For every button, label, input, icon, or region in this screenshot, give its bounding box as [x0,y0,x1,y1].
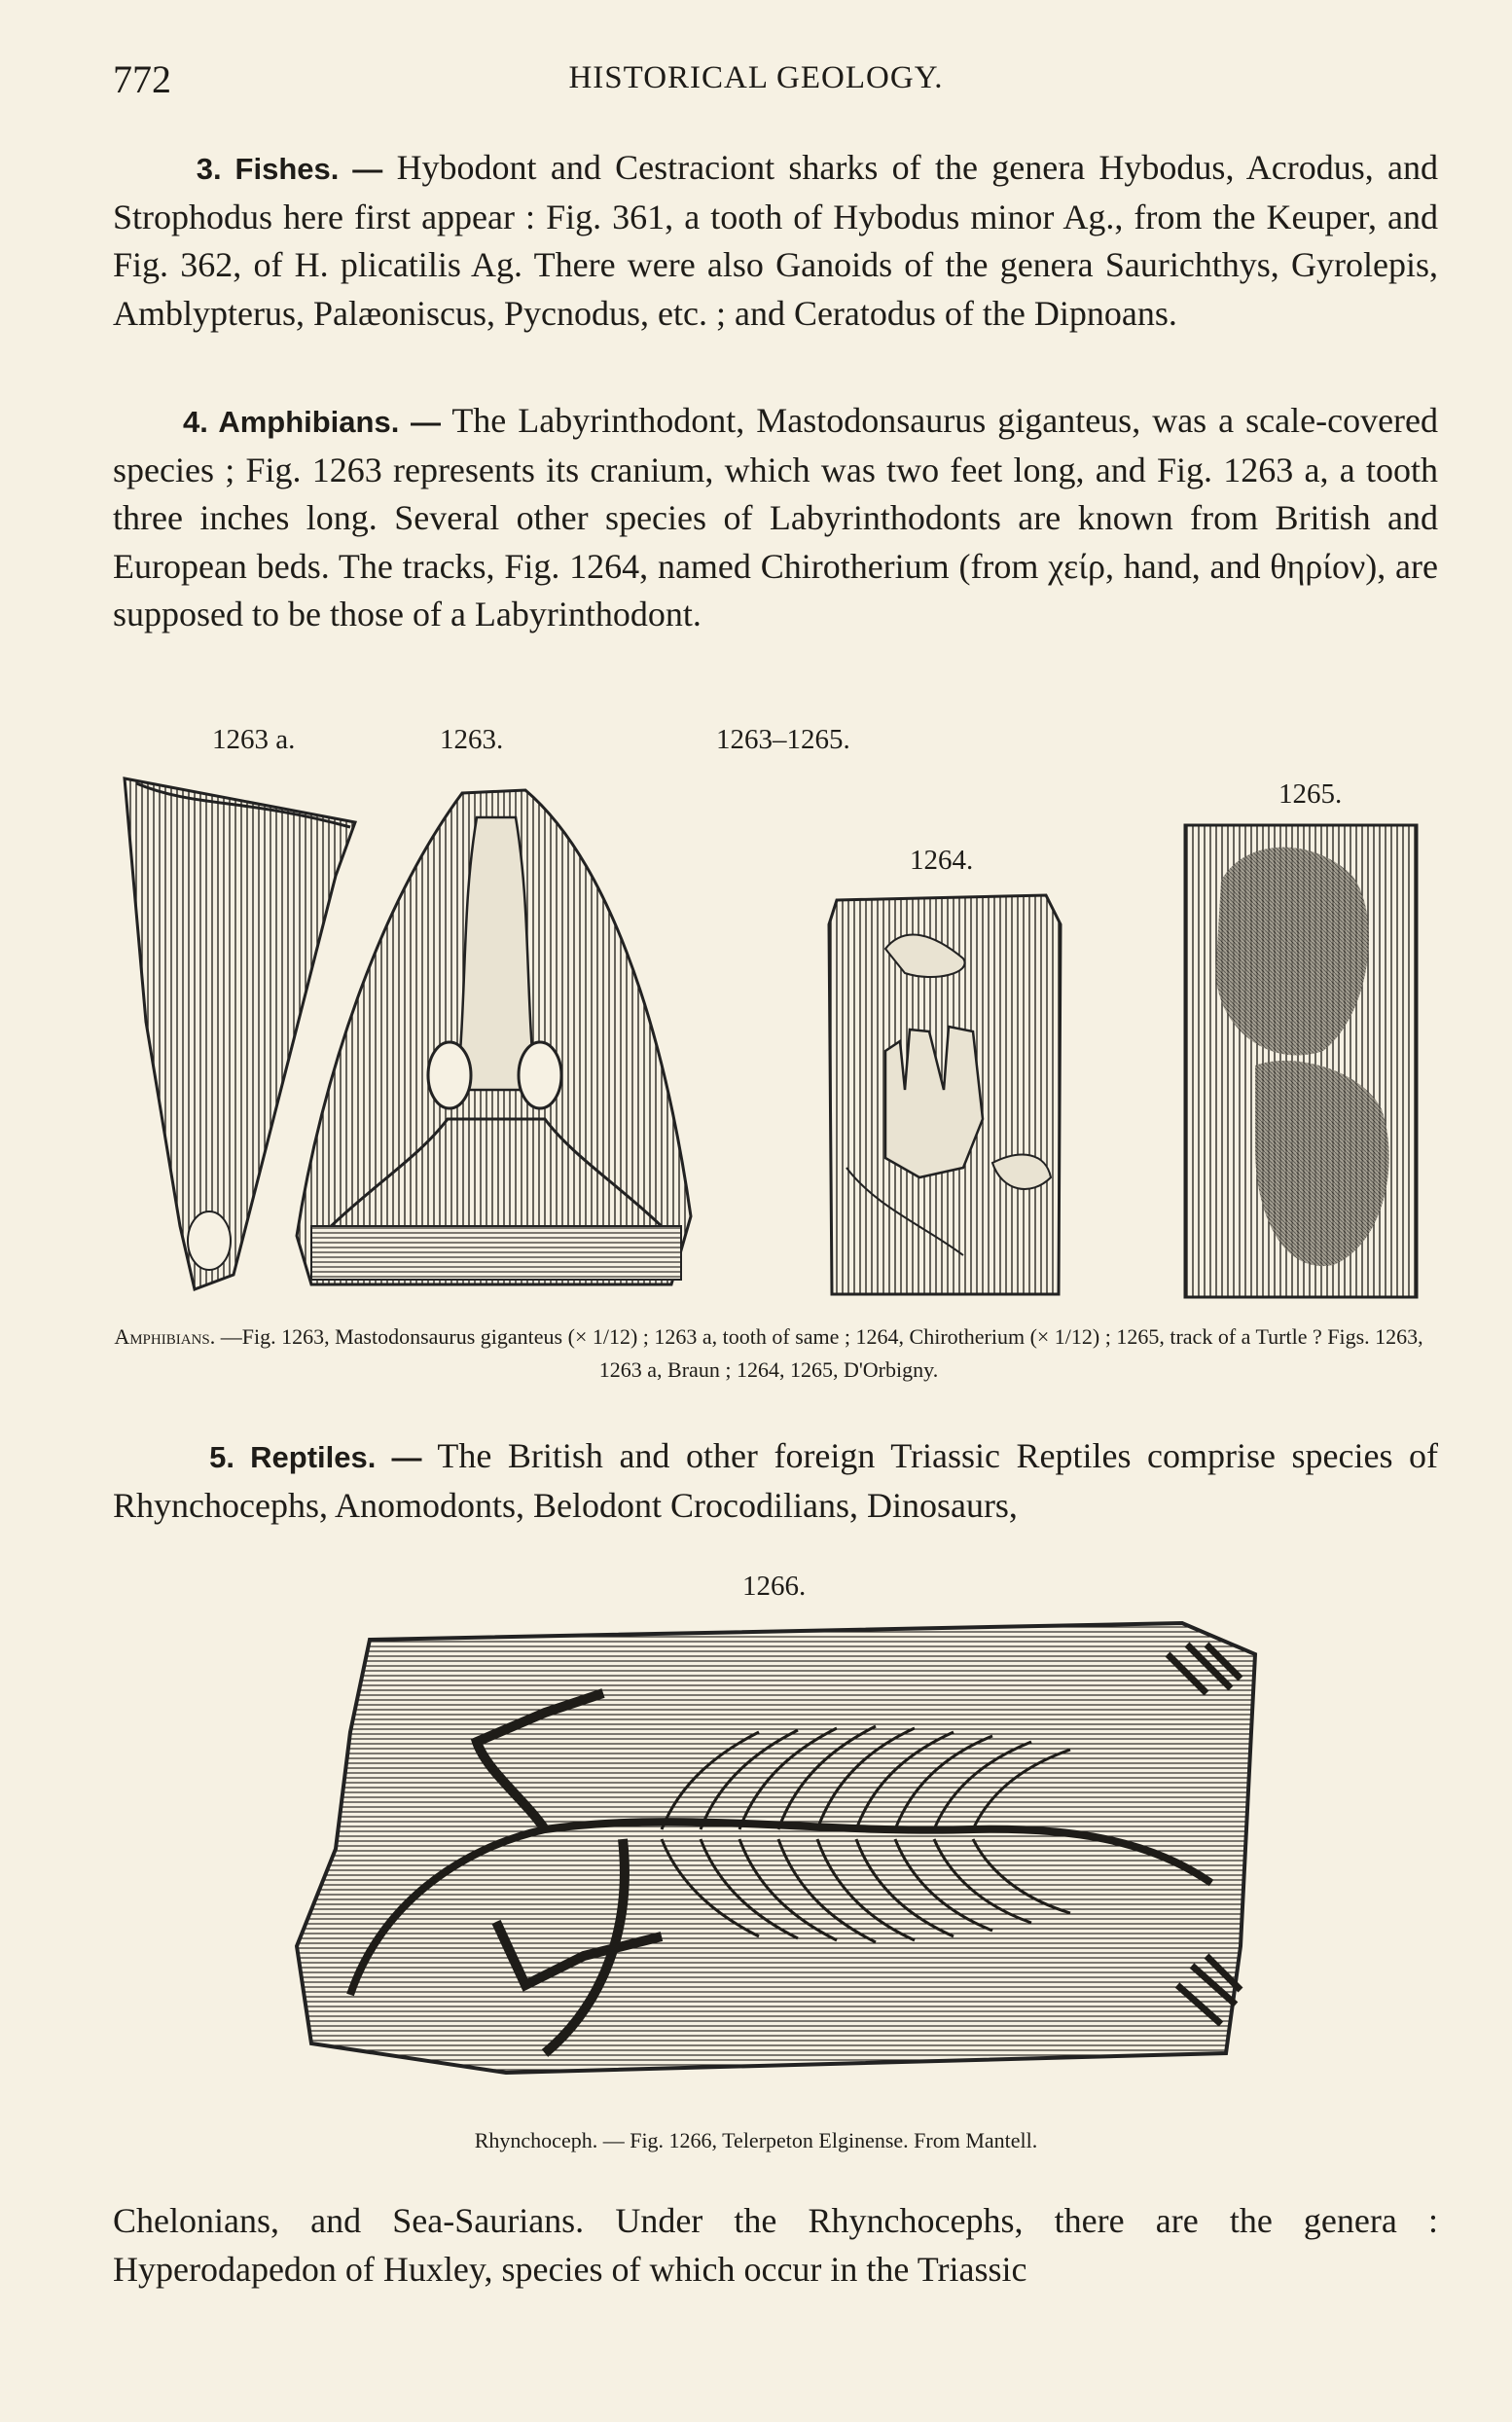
reptiles-text: The British and other foreign Triassic Reptiles comprise species of Rhynchocephs, Anomodonts, Belodont Crocodilians, Dinosaurs, [113,1436,1438,1525]
figure2-caption-lead: Rhynchoceph. [474,2128,598,2152]
reptiles-heading: 5. Reptiles. — [209,1440,422,1474]
amphibians-text: The Labyrinthodont, Mastodonsaurus giganteus, was a scale-covered species ; Fig. 1263 represents its cranium, which was two feet long, and Fig. 1263 a, a tooth three inches long. Several other species of Labyrinthodonts are known from British and European beds. The tracks, Fig. 1264, named Chirotherium (from χείρ, hand, and θηρίον), are supposed to be those of a Labyrinthodont. [113,401,1439,633]
figure1-caption-text: —Fig. 1263, Mastodonsaurus giganteus (× 1/12) ; 1263 a, tooth of same ; 1264, Chirotherium (× 1/12) ; 1265, track of a Turtle ? Figs. 1263, 1263 a, Braun ; 1264, 1265, D'Orbigny. [220,1324,1423,1382]
fig-1263a-label: 1263 a. [212,724,296,755]
fishes-heading: 3. Fishes. — [196,152,383,186]
amphibians-heading: 4. Amphibians. — [183,405,441,439]
paragraph-continuation: Chelonians, and Sea-Saurians. Under the Rhynchocephs, there are the genera : Hyperodapedon of Huxley, species of which occur in the Triassic [113,2201,1438,2289]
fig-1264-label: 1264. [910,845,974,876]
fig-1263-label: 1263. [440,724,504,755]
running-title: HISTORICAL GEOLOGY. [568,60,944,95]
fig-range-label: 1263–1265. [716,724,850,755]
page-number: 772 [113,57,171,101]
figure1-caption-lead: Amphibians. [114,1324,216,1349]
fossil-slab-drawing [297,1623,1255,2073]
figure2-caption-text: — Fig. 1266, Telerpeton Elginense. From Mantell. [602,2128,1038,2152]
figure2-caption [0,2128,1512,2153]
fig-1265-label: 1265. [1278,778,1343,810]
fishes-text: Hybodont and Cestraciont sharks of the genera Hybodus, Acrodus, and Strophodus here first appear : Fig. 361, a tooth of Hybodus minor Ag., from the Keuper, and Fig. 362, of H. plicatilis Ag. There were also Ganoids of the genera Saurichthys, Gyrolepis, Amblypterus, Palæoniscus, Pycnodus, etc. ; and Ceratodus of the Dipnoans. [113,148,1438,333]
fig-1266-label: 1266. [742,1571,807,1602]
